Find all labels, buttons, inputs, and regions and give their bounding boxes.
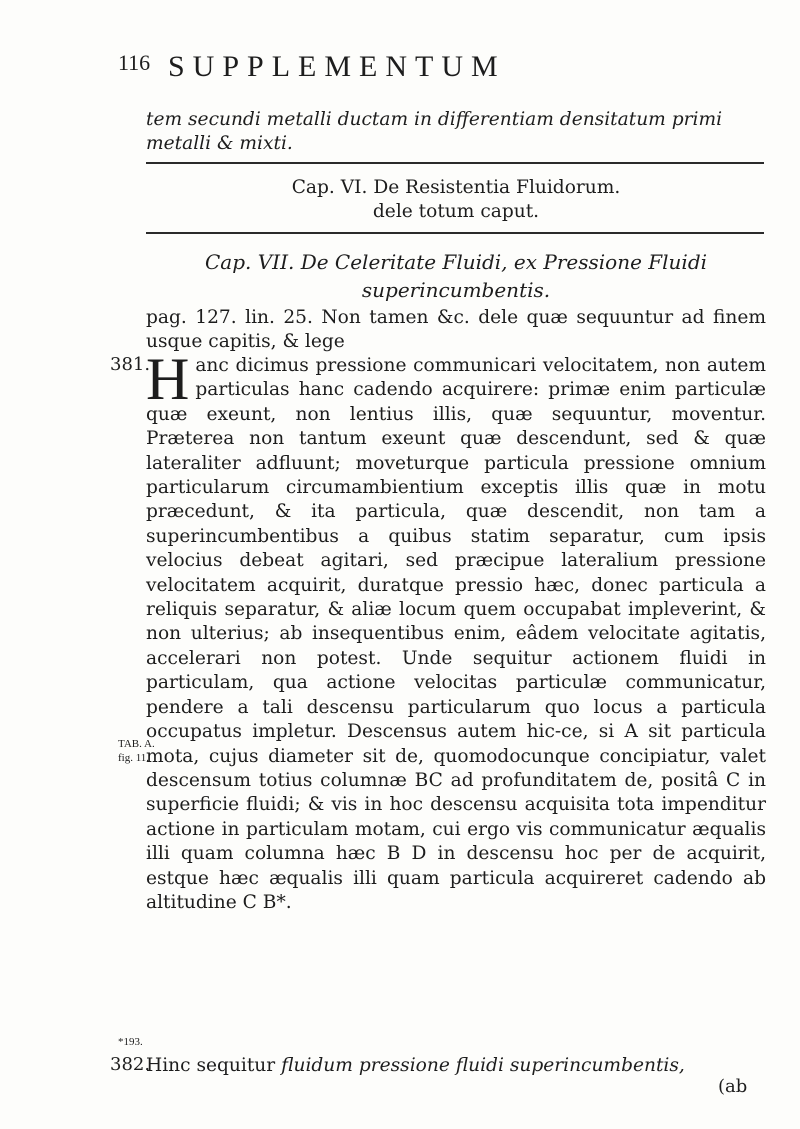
cap6-instruction: dele totum caput. xyxy=(372,201,540,222)
para-381-text: anc dicimus pressione communicari velocitatem, non autem particulas hanc cadendo acquirere: primæ enim particulæ quæ exeunt, non lentius illis, quæ sequuntur, moventur. Præterea non tantum exeunt quæ descendunt, sed & quæ lateraliter adfluunt; moveturque particula pressione omnium particularum circumambientium exceptis illis quæ in motu præcedunt, & ita particula, quæ descendit, non tam a superincumbentibus a quibus statim separatur, cum ipsis velocius debeat agitari, sed præcipue lateralium pressione velocitatem acquirit, duratque pressio hæc, donec particula a reliquis separatur, & aliæ locum quem occupabat impleverint, & non ulterius; ab insequentibus enim, eâdem velocitate agitatis, accelerari non potest. Unde sequitur actionem fluidi in particulam, qua actione velocitas particulæ communicatur, pendere a tali descensu particularum quo locus a particula occupatus impletur. Descensus autem hic-ce, si A sit particula mota, cujus diameter sit de, quomodocunque concipiatur, valet descensum totius columnæ BC ad profunditatem de, positâ C in superficie fluidi; & vis in hoc descensu acquisita tota impenditur actione in particulam motam, cui ergo vis communicatur æqualis illi quam columna hæc B D in descensu hoc per de acquirit, estque hæc æqualis illi quam particula acquireret cadendo ab altitudine C B*. xyxy=(146,355,766,913)
page-number: 116 xyxy=(118,50,151,75)
divider-top xyxy=(146,162,764,164)
intro-text: tem secundi metalli ductam in differentiam densitatum primi metalli & mixti. xyxy=(146,109,723,154)
para-381-number: 381. xyxy=(110,354,151,375)
margin-note-tab: TAB. A. xyxy=(118,738,155,750)
running-head: SUPPLEMENTUM xyxy=(168,50,506,83)
para-382-text: Hinc sequitur xyxy=(146,1055,282,1076)
divider-middle xyxy=(146,232,764,234)
drop-cap: H xyxy=(146,346,190,412)
para-382-italic: fluidum pressione fluidi superincumbentis, xyxy=(281,1055,685,1076)
catchword: (ab xyxy=(718,1076,748,1097)
cap7-instruction: pag. 127. lin. 25. Non tamen &c. dele quæ sequuntur ad finem usque capitis, & lege xyxy=(146,307,766,352)
cap7-title: Cap. VII. De Celeritate Fluidi, ex Pressione Fluidi superincumbentis. xyxy=(204,250,708,302)
para-381 xyxy=(146,346,766,915)
para-382 xyxy=(146,1054,766,1078)
para-382-number: 382. xyxy=(110,1054,151,1075)
margin-note-fig: fig. 11. xyxy=(118,752,150,764)
cap6-title: Cap. VI. De Resistentia Fluidorum. xyxy=(291,177,621,198)
margin-note-ref: *193. xyxy=(118,1036,143,1048)
page-header xyxy=(118,50,718,90)
